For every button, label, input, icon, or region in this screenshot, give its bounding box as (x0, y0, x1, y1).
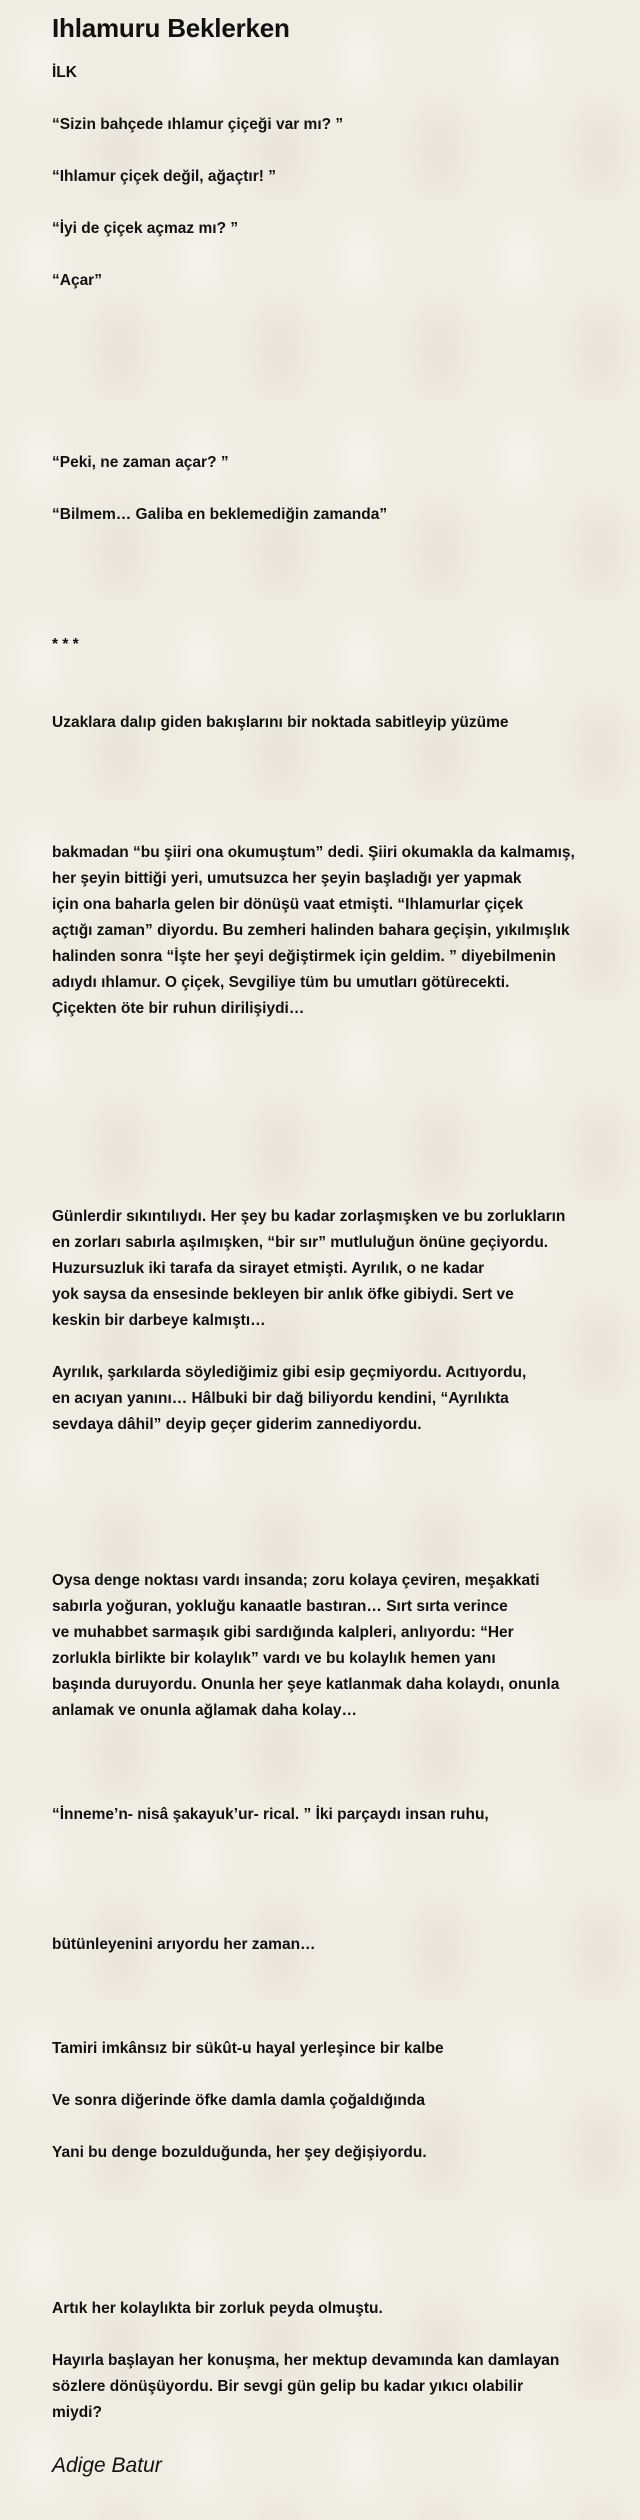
poem-line: en zorları sabırla aşılmışken, “bir sır” mutluluğun önüne geçiyordu. (52, 1234, 549, 1251)
poem-line: anlamak ve onunla ağlamak daha kolay… (52, 1702, 357, 1719)
poem-line: Tamiri imkânsız bir sükût-u hayal yerleşince bir kalbe (52, 2040, 444, 2057)
blank-line (52, 788, 600, 814)
blank-line (52, 424, 600, 450)
blank-line (52, 1958, 600, 1984)
blank-line (52, 2244, 600, 2270)
blank-line (52, 1854, 600, 1880)
poem-line: her şeyin bittiği yeri, umutsuzca her şeyin başladığı yer yapmak (52, 870, 522, 887)
blank-line (52, 346, 600, 372)
blank-line (52, 606, 600, 632)
blank-line (52, 1100, 600, 1126)
blank-line (52, 1828, 600, 1854)
blank-line (52, 814, 600, 840)
poem-line: Çiçekten öte bir ruhun dirilişiydi… (52, 1000, 305, 1017)
blank-line (52, 528, 600, 554)
blank-line (52, 1542, 600, 1568)
blank-line (52, 1074, 600, 1100)
poem-line: sözlere dönüşüyordu. Bir sevgi gün gelip bu kadar yıkıcı olabilir (52, 2378, 524, 2395)
blank-line (52, 2218, 600, 2244)
poem-line: bütünleyenini arıyordu her zaman… (52, 1936, 316, 1953)
blank-line (52, 554, 600, 580)
poem-line: en acıyan yanını… Hâlbuki bir dağ biliyordu kendini, “Ayrılıkta (52, 1390, 509, 1407)
blank-line (52, 2270, 600, 2296)
blank-line (52, 2114, 600, 2140)
blank-line (52, 1984, 600, 2010)
poem-line: “Peki, ne zaman açar? ” (52, 454, 229, 471)
poem-line: miydi? (52, 2404, 102, 2421)
blank-line (52, 1776, 600, 1802)
blank-line (52, 736, 600, 762)
blank-line (52, 1152, 600, 1178)
blank-line (52, 1750, 600, 1776)
blank-line (52, 294, 600, 320)
poem-line: “Bilmem… Galiba en beklemediğin zamanda” (52, 506, 388, 523)
blank-line (52, 86, 600, 112)
poem-line: Huzursuzluk iki tarafa da sirayet etmişti. Ayrılık, o ne kadar (52, 1260, 485, 1277)
blank-line (52, 190, 600, 216)
blank-line (52, 1438, 600, 1464)
poem-line: sabırla yoğuran, yokluğu kanaatle bastıran… Sırt sırta verince (52, 1598, 508, 1615)
poem-line: ve muhabbet sarmaşık gibi sardığında kalpleri, anlıyordu: “Her (52, 1624, 514, 1641)
poem-line: sevdaya dâhil” deyip geçer giderim zannediyordu. (52, 1416, 422, 1433)
blank-line (52, 1464, 600, 1490)
poem-line: açtığı zaman” diyordu. Bu zemheri halinden bahara geçişin, yıkılmışlık (52, 922, 570, 939)
author-name: Adige Batur (52, 2454, 162, 2477)
poem-line: Günlerdir sıkıntılıydı. Her şey bu kadar zorlaşmışken ve bu zorlukların (52, 1208, 566, 1225)
poem-line: “İyi de çiçek açmaz mı? ” (52, 220, 239, 237)
blank-line (52, 320, 600, 346)
poem-line: Yani bu denge bozulduğunda, her şey değişiyordu. (52, 2144, 427, 2161)
poem-line: Uzaklara dalıp giden bakışlarını bir noktada sabitleyip yüzüme (52, 714, 509, 731)
blank-line (52, 242, 600, 268)
poem-line: başında duruyordu. Onunla her şeye katlanmak daha kolaydı, onunla (52, 1676, 560, 1693)
poem-line: “Ihlamur çiçek değil, ağaçtır! ” (52, 168, 276, 185)
blank-line (52, 138, 600, 164)
poem-title: Ihlamuru Beklerken (52, 13, 290, 43)
blank-line (52, 580, 600, 606)
blank-line (52, 684, 600, 710)
blank-line (52, 2010, 600, 2036)
blank-line (52, 372, 600, 398)
poem-line: için ona baharla gelen bir dönüşü vaat etmişti. “Ihlamurlar çiçek (52, 896, 524, 913)
blank-line (52, 658, 600, 684)
blank-line (52, 2322, 600, 2348)
blank-line (52, 762, 600, 788)
poem-line: Oysa denge noktası vardı insanda; zoru kolaya çeviren, meşakkati (52, 1572, 540, 1589)
blank-line (52, 1126, 600, 1152)
poem-line: “İnneme’n- nisâ şakayuk’ur- rical. ” İki parçaydı insan ruhu, (52, 1806, 489, 1823)
blank-line (52, 1178, 600, 1204)
blank-line (52, 1516, 600, 1542)
blank-line (52, 1022, 600, 1048)
poem-line: yok saysa da ensesinde bekleyen bir anlık öfke gibiydi. Sert ve (52, 1286, 514, 1303)
blank-line (52, 476, 600, 502)
blank-line (52, 1724, 600, 1750)
poem-body (52, 60, 600, 2426)
poem-line: * * * (52, 636, 79, 653)
poem-line: keskin bir darbeye kalmıştı… (52, 1312, 266, 1329)
poem-line: Ayrılık, şarkılarda söylediğimiz gibi esip geçmiyordu. Acıtıyordu, (52, 1364, 527, 1381)
poem-line: Artık her kolaylıkta bir zorluk peyda olmuştu. (52, 2300, 383, 2317)
blank-line (52, 1334, 600, 1360)
blank-line (52, 1490, 600, 1516)
blank-line (52, 2192, 600, 2218)
poem-line: Ve sonra diğerinde öfke damla damla çoğaldığında (52, 2092, 425, 2109)
poem-line: halinden sonra “İşte her şeyi değiştirmek için geldim. ” diyebilmenin (52, 948, 556, 965)
blank-line (52, 1048, 600, 1074)
poem-line: bakmadan “bu şiiri ona okumuştum” dedi. Şiiri okumakla da kalmamış, (52, 844, 575, 861)
blank-line (52, 1906, 600, 1932)
poem-line: “Sizin bahçede ıhlamur çiçeği var mı? ” (52, 116, 344, 133)
poem-line: adıydı ıhlamur. O çiçek, Sevgiliye tüm bu umutları götürecekti. (52, 974, 510, 991)
blank-line (52, 2166, 600, 2192)
poem-line: Hayırla başlayan her konuşma, her mektup devamında kan damlayan (52, 2352, 560, 2369)
poem-line: İLK (52, 64, 77, 81)
blank-line (52, 1880, 600, 1906)
poem-line: “Açar” (52, 272, 102, 289)
blank-line (52, 2062, 600, 2088)
blank-line (52, 398, 600, 424)
poem-line: zorlukla birlikte bir kolaylık” vardı ve bu kolaylık hemen yanı (52, 1650, 496, 1667)
